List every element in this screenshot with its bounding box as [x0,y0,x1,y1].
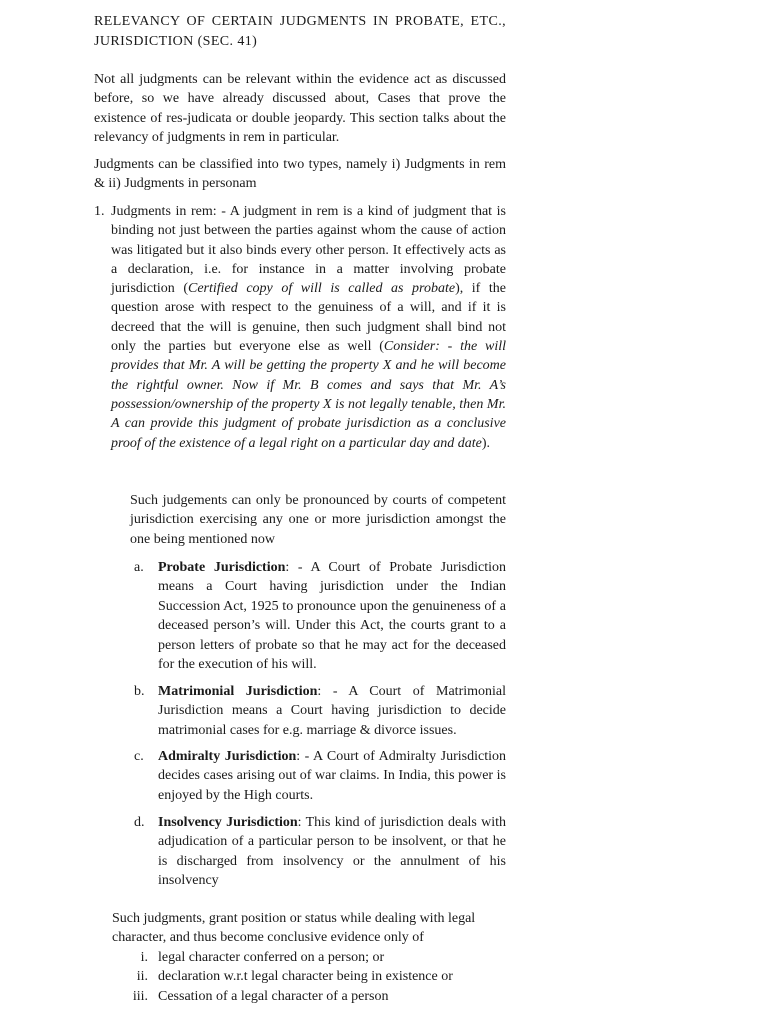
jurisdiction-item-probate [134,558,506,674]
roman-list-item [112,967,506,986]
roman-item-text: declaration w.r.t legal character being in existence or [158,969,453,984]
jurisdiction-term: Admiralty Jurisdiction [158,749,297,764]
jurisdiction-letter: b. [134,684,145,699]
rem-text-c: ). [481,435,490,451]
rem-text-a: Judgments in rem: - A judgment in rem is a kind of judgment that is binding not just between the parties against whom the cause of action was litigated but it also binds every other person. It effectively acts as a declaration, i.e. for instance in a matter involving probate jurisdiction ( [111,204,506,297]
roman-numeral: i. [140,950,148,965]
jurisdiction-item-admiralty [134,747,506,805]
jurisdiction-letter: a. [134,560,144,575]
closing-paragraph: Such judgments, grant position or status while dealing with legal character, and thus become conclusive evidence only of [112,911,476,946]
jurisdiction-term: Probate Jurisdiction [158,560,286,575]
roman-item-text: Cessation of a legal character of a person [158,989,389,1004]
jurisdiction-text: : - A Court of Matrimonial Jurisdiction means a Court having jurisdiction to decide matrimonial cases for e.g. marriage & divorce issues. [158,684,506,738]
rem-italic-example: Consider: - the will provides that Mr. A will be getting the property X and he will become the rightful owner. Now if Mr. B comes and says that Mr. A’s possession/ownership of the property X is not legally tenable, then Mr. A can provide this judgment of probate jurisdiction as a conclusive proof of the existence of a legal right on a particular day and date [111,339,506,451]
jurisdiction-text: : - A Court of Probate Jurisdiction means a Court having jurisdiction under the Indian Succession Act, 1925 to pronounce upon the genuineness of a deceased person’s will. Under this Act, the courts grant to a person letters of probate so that he may act for the deceased for the execution of his will. [158,560,506,673]
jurisdiction-item-matrimonial [134,682,506,740]
competent-courts-paragraph: Such judgements can only be pronounced by courts of competent jurisdiction exercising any one or more jurisdiction amongst the one being mentioned now [130,493,506,547]
rem-text-b: ), if the question arose with respect to the genuiness of a will, and if it is decreed that the will is genuine, then such judgment shall bind not only the parties but everyone else as well ( [111,281,507,355]
judgments-in-rem-item [94,202,506,453]
item-number: 1. [94,204,105,219]
section-title: RELEVANCY OF CERTAIN JUDGMENTS IN PROBATE, ETC., JURISDICTION (SEC. 41) [94,14,506,49]
roman-numeral: ii. [136,969,148,984]
jurisdiction-text: : - A Court of Admiralty Jurisdiction decides cases arising out of war claims. In India, this power is enjoyed by the High courts. [158,749,507,803]
classification-paragraph: Judgments can be classified into two types, namely i) Judgments in rem & ii) Judgments in personam [94,157,506,192]
roman-list-item [112,987,506,1006]
jurisdiction-item-insolvency [134,813,506,891]
jurisdiction-term: Insolvency Jurisdiction [158,815,298,830]
jurisdiction-text: : This kind of jurisdiction deals with adjudication of a particular person to be insolvent, or that he is discharged from insolvency or the annulment of his insolvency [158,815,506,889]
judgments-in-rem-text [111,202,506,453]
roman-list-item [112,948,506,967]
jurisdiction-letter: c. [134,749,144,764]
jurisdiction-term: Matrimonial Jurisdiction [158,684,318,699]
intro-paragraph: Not all judgments can be relevant within the evidence act as discussed before, so we have already discussed about, Cases that prove the existence of res-judicata or double jeopardy. This section talks about the relevancy of judgments in rem in particular. [94,72,506,146]
roman-item-text: legal character conferred on a person; or [158,950,385,965]
rem-italic-probate-note: Certified copy of will is called as probate [188,281,456,297]
roman-numeral: iii. [132,989,148,1004]
jurisdiction-letter: d. [134,815,145,830]
